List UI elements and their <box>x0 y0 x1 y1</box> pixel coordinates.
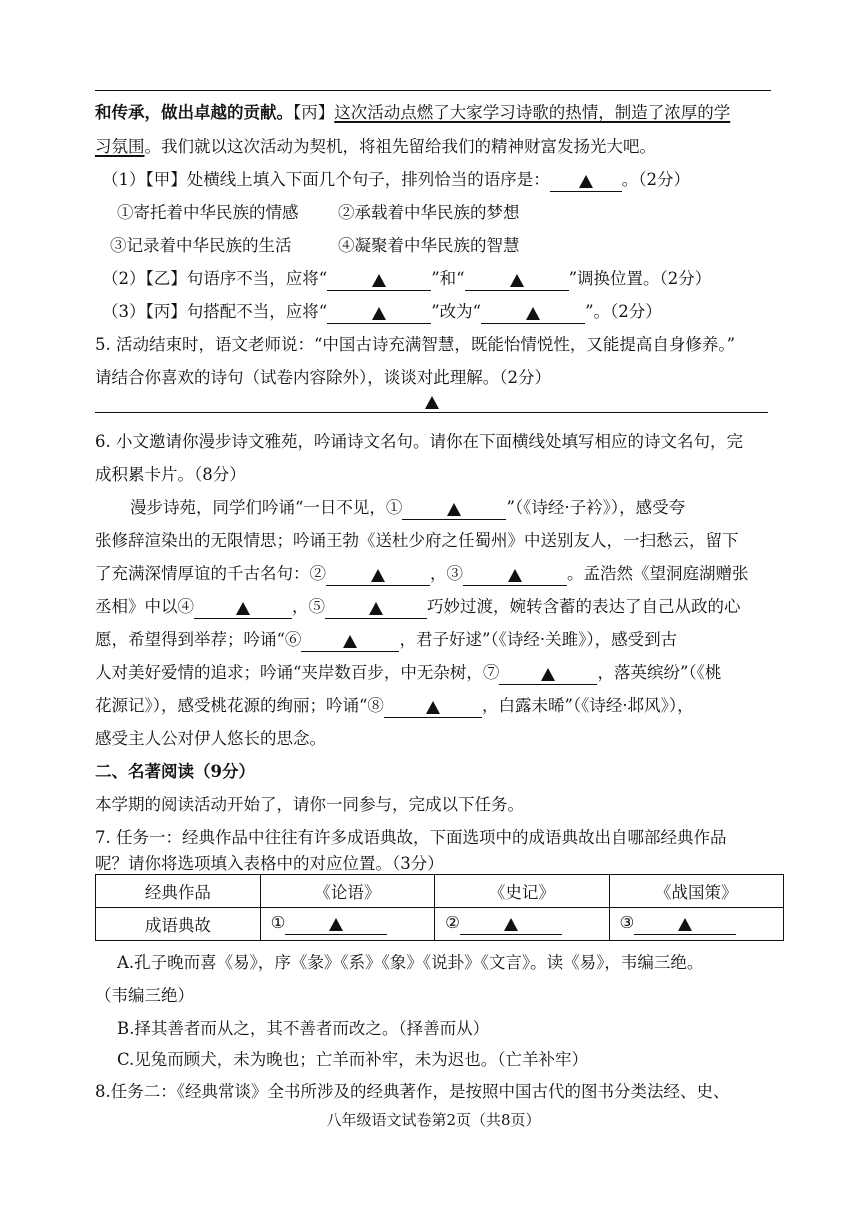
text-span: 人对美好爱情的追求；吟诵“夹岸数百步，中无杂树，⑦ <box>95 663 500 682</box>
text-span: 丞相》中以④ <box>95 597 194 616</box>
q6-para-line: 张修辞渲染出的无限情思；吟诵王勃《送杜少府之任蜀州》中送别友人，一扫愁云，留下 <box>95 531 739 550</box>
option-item: ④凝聚着中华民族的智慧 <box>338 236 520 255</box>
table-header-cell: 《史记》 <box>435 875 609 908</box>
text-span: （1）【甲】处横线上填入下面几个句子，排列恰当的语序是： <box>102 170 550 189</box>
q6-para-line <box>95 560 749 586</box>
q6-para-line <box>95 626 677 652</box>
q4-sub1 <box>102 166 690 192</box>
answer-blank[interactable] <box>465 272 569 291</box>
table-header-cell: 经典作品 <box>96 875 261 908</box>
q4-sub2 <box>102 265 711 291</box>
text-span: 漫步诗苑，同学们吟诵“一日不见，① <box>130 498 403 517</box>
q6-para-line <box>95 593 741 619</box>
q7-line2: 呢？请你将选项填入表格中的对应位置。（3分） <box>95 854 444 873</box>
text-span: （2）【乙】句语序不当，应将“ <box>102 269 328 288</box>
answer-blank[interactable] <box>327 305 431 324</box>
text-span: 愿，希望得到举荐；吟诵“⑥ <box>95 630 302 649</box>
triangle-icon <box>426 701 440 714</box>
option-item: ②承载着中华民族的梦想 <box>338 203 520 222</box>
triangle-icon <box>447 503 461 516</box>
text-line <box>95 133 656 157</box>
text-span: ，⑤ <box>292 597 325 616</box>
triangle-icon <box>425 396 439 409</box>
answer-blank[interactable] <box>325 600 427 619</box>
underlined-sentence: 这次活动点燃了大家学习诗歌的热情，制造了浓厚的学 <box>334 103 731 122</box>
option-a-cont: （韦编三绝） <box>95 986 194 1005</box>
text-span: ”调换位置。（2分） <box>568 269 712 288</box>
text-span: ”改为“ <box>431 302 482 321</box>
q7-line1: 7. 任务一：经典作品中往往有许多成语典故，下面选项中的成语典故出自哪部经典作品 <box>95 828 727 847</box>
text-span: ”（《诗经·子衿》），感受夸 <box>506 498 686 517</box>
circled-number: ② <box>445 913 460 932</box>
triangle-icon <box>371 569 385 582</box>
triangle-icon <box>508 569 522 582</box>
table-answer-cell[interactable] <box>260 908 434 941</box>
text-span: ，③ <box>430 564 463 583</box>
underlined-sentence: 习氛围 <box>95 137 145 156</box>
table-header-cell: 《战国策》 <box>609 875 783 908</box>
answer-blank[interactable] <box>301 633 399 652</box>
option-item: ③记录着中华民族的生活 <box>110 236 292 255</box>
q6-para-line <box>95 659 721 685</box>
text-span: ，落英缤纷”（《桃 <box>597 663 722 682</box>
table-row-label: 成语典故 <box>96 908 261 941</box>
text-span: （3）【丙】句搭配不当，应将“ <box>102 302 328 321</box>
option-b: B.择其善者而从之，其不善者而改之。（择善而从） <box>117 1019 490 1038</box>
top-rule <box>95 90 771 91</box>
answer-blank[interactable] <box>384 699 482 718</box>
option-c: C.见兔而顾犬，未为晚也；亡羊而补牢，未为迟也。（亡羊补牢） <box>117 1050 589 1069</box>
table-row <box>96 908 784 941</box>
answer-blank[interactable] <box>194 600 292 619</box>
answer-blank[interactable] <box>327 272 431 291</box>
triangle-icon <box>510 274 524 287</box>
section-title: 二、名著阅读（9分） <box>95 762 255 781</box>
answer-blank[interactable] <box>634 916 736 935</box>
q6-para-line <box>130 494 685 520</box>
text-span: 巧妙过渡，婉转含蓄的表达了自己从政的心 <box>427 597 741 616</box>
triangle-icon <box>236 602 250 615</box>
option-item: ①寄托着中华民族的情感 <box>117 203 299 222</box>
triangle-icon <box>541 668 555 681</box>
page-footer: 八年级语文试卷第2页（共8页） <box>326 1111 541 1129</box>
table-answer-cell[interactable] <box>435 908 609 941</box>
circled-number: ③ <box>619 913 635 932</box>
triangle-icon <box>343 635 357 648</box>
q4-sub3 <box>102 298 662 324</box>
text-span: 和传承，做出卓越的贡献。 <box>95 103 293 122</box>
section-intro: 本学期的阅读活动开始了，请你一同参与，完成以下任务。 <box>95 795 524 814</box>
q5-line2: 请结合你喜欢的诗句（试卷内容除外），谈谈对此理解。（2分） <box>95 368 551 387</box>
text-span: 。（2分） <box>621 170 690 189</box>
text-span: 了充满深情厚谊的千古名句：② <box>95 564 326 583</box>
tag-bing: 【丙】 <box>293 103 335 122</box>
q6-para-line <box>95 692 694 718</box>
answer-blank[interactable] <box>285 916 387 935</box>
q6-para-line: 感受主人公对伊人悠长的思念。 <box>95 729 326 748</box>
circled-number: ① <box>270 913 286 932</box>
answer-blank[interactable] <box>463 567 567 586</box>
answer-blank[interactable] <box>95 394 768 413</box>
text-span: ”和“ <box>431 269 465 288</box>
triangle-icon <box>579 175 593 188</box>
table-header-cell: 《论语》 <box>260 875 434 908</box>
answer-blank[interactable] <box>481 305 585 324</box>
answer-table <box>95 874 784 941</box>
table-answer-cell[interactable] <box>609 908 783 941</box>
triangle-icon <box>678 918 692 931</box>
answer-blank[interactable] <box>499 666 597 685</box>
q6-line1: 6. 小文邀请你漫步诗文雅苑，吟诵诗文名句。请你在下面横线处填写相应的诗文名句，完 <box>95 432 743 451</box>
text-span: ，白露未晞”（《诗经·邶风》）， <box>481 696 694 715</box>
text-line <box>95 99 730 123</box>
triangle-icon <box>372 307 386 320</box>
text-span: ”。（2分） <box>585 302 662 321</box>
triangle-icon <box>372 274 386 287</box>
answer-blank[interactable] <box>460 916 562 935</box>
triangle-icon <box>329 918 343 931</box>
q5-line1: 5. 活动结束时，语文老师说：“中国古诗充满智慧，既能怡情悦性，又能提高自身修养。” <box>95 335 736 354</box>
answer-blank[interactable] <box>326 567 430 586</box>
text-span: 。我们就以这次活动为契机，将祖先留给我们的精神财富发扬光大吧。 <box>144 137 656 156</box>
table-row <box>96 875 784 908</box>
triangle-icon <box>526 307 540 320</box>
option-a: A.孔子晚而喜《易》，序《彖》《系》《象》《说卦》《文言》。读《易》，韦编三绝。 <box>117 953 704 972</box>
answer-blank[interactable] <box>550 173 622 192</box>
text-span: ，君子好逑”（《诗经·关雎》），感受到古 <box>399 630 678 649</box>
text-span: 。孟浩然《望洞庭湖赠张 <box>567 564 749 583</box>
q8-line1: 8.任务二：《经典常谈》全书所涉及的经典著作，是按照中国古代的图书分类法经、史、 <box>95 1082 730 1101</box>
text-span: 花源记》），感受桃花源的绚丽；吟诵“⑧ <box>95 696 384 715</box>
q6-line2: 成积累卡片。（8分） <box>95 465 246 484</box>
triangle-icon <box>504 918 518 931</box>
answer-blank[interactable] <box>402 501 506 520</box>
triangle-icon <box>369 602 383 615</box>
